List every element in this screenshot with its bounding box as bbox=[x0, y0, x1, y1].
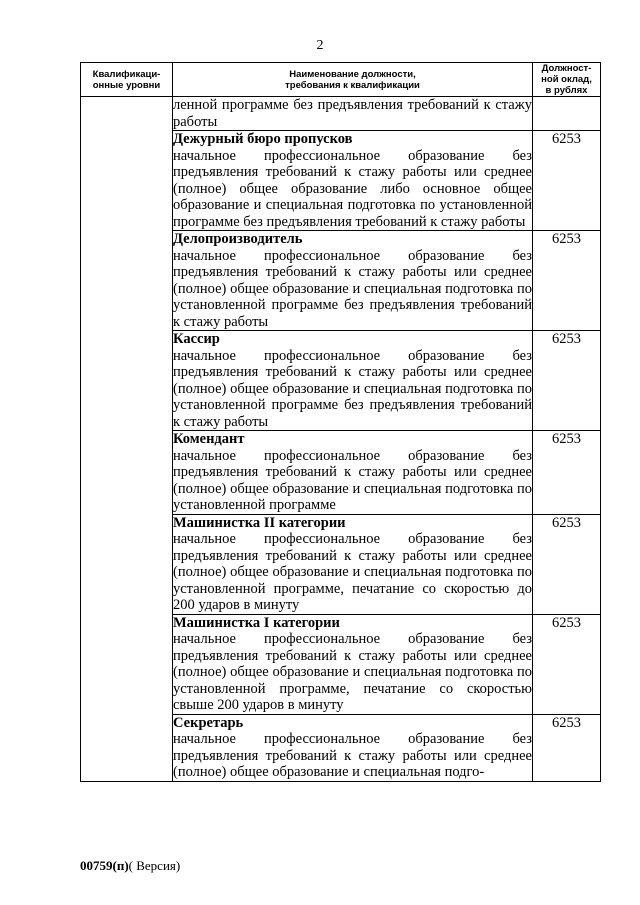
page-number: 2 bbox=[316, 38, 324, 53]
position-requirements: начальное профессиональное образование без предъявления требований к стажу работы или среднее (полное) общее образование и специальная подго- bbox=[173, 731, 532, 780]
header-position-line1: Наименование должности, bbox=[289, 68, 416, 80]
header-levels bbox=[81, 63, 173, 97]
position-cell bbox=[173, 431, 533, 515]
position-requirements: начальное профессиональное образование без предъявления требований к стажу работы или среднее (полное) общее образование и специальная подготовка по установленной программе, печатание со скоростью свыше 200 ударов в минуту bbox=[173, 631, 532, 713]
header-levels-text: Квалификаци- онные уровни bbox=[92, 68, 161, 91]
header-position-line2: требования к квалификации bbox=[285, 79, 420, 91]
document-code: 00759(п) bbox=[80, 858, 129, 873]
salary-cell: 6253 bbox=[533, 231, 601, 331]
salary-cell: 6253 bbox=[533, 714, 601, 781]
position-title: Секретарь bbox=[173, 714, 244, 731]
position-cell bbox=[173, 231, 533, 331]
salary-cell: 6253 bbox=[533, 131, 601, 231]
position-title: Машинистка II категории bbox=[173, 514, 346, 531]
salary-cell bbox=[533, 97, 601, 131]
header-salary bbox=[533, 63, 601, 97]
salary-cell: 6253 bbox=[533, 431, 601, 515]
qualification-table bbox=[80, 62, 601, 782]
position-cell bbox=[173, 514, 533, 614]
table-row bbox=[81, 97, 601, 131]
position-cell bbox=[173, 97, 533, 131]
salary-cell: 6253 bbox=[533, 614, 601, 714]
header-salary-text: Должност- ной оклад, в рублях bbox=[541, 63, 592, 96]
level-cell bbox=[81, 97, 173, 782]
header-position bbox=[173, 63, 533, 97]
position-requirements: начальное профессиональное образование без предъявления требований к стажу работы или среднее (полное) общее образование либо основное общее образование и специальная подготовка по установленной программе без предъявления требований к стажу работы bbox=[173, 147, 532, 230]
position-title: Машинистка I категории bbox=[173, 614, 340, 631]
position-requirements: начальное профессиональное образование без предъявления требований к стажу работы или среднее (полное) общее образование и специальная подготовка по установленной программе без предъявления требований к стажу работы bbox=[173, 347, 532, 430]
document-footer bbox=[80, 858, 180, 874]
position-cell bbox=[173, 614, 533, 714]
position-requirements: ленной программе без предъявления требований к стажу работы bbox=[173, 97, 532, 130]
position-title: Дежурный бюро пропусков bbox=[173, 131, 353, 147]
table-header-row bbox=[81, 63, 601, 97]
position-requirements: начальное профессиональное образование без предъявления требований к стажу работы или среднее (полное) общее образование и специальная подготовка по установленной программе без предъявления требований к стажу работы bbox=[173, 247, 532, 330]
position-requirements: начальное профессиональное образование без предъявления требований к стажу работы или среднее (полное) общее образование и специальная подготовка по установленной программе, печатание со скоростью до 200 ударов в минуту bbox=[173, 531, 532, 613]
position-title: Делопроизводитель bbox=[173, 231, 303, 247]
position-requirements: начальное профессиональное образование без предъявления требований к стажу работы или среднее (полное) общее образование и специальная подготовка по установленной программе bbox=[173, 447, 532, 513]
salary-cell: 6253 bbox=[533, 331, 601, 431]
document-version-label: ( Версия) bbox=[128, 858, 181, 873]
salary-cell: 6253 bbox=[533, 514, 601, 614]
position-title: Комендант bbox=[173, 431, 245, 447]
position-cell bbox=[173, 331, 533, 431]
position-cell bbox=[173, 714, 533, 781]
position-title: Кассир bbox=[173, 331, 220, 347]
position-cell bbox=[173, 131, 533, 231]
